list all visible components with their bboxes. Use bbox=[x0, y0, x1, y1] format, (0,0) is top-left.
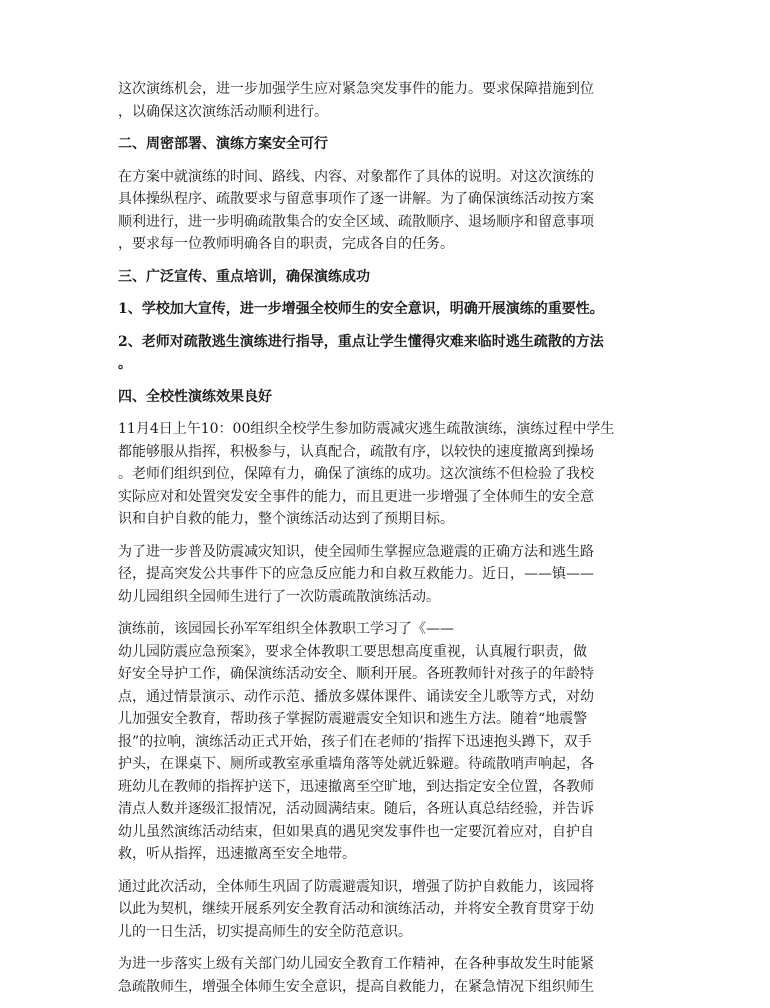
text-line: 2、老师对疏散逃生演练进行指导，重点让学生懂得灾难来临时逃生疏散的方法 bbox=[118, 333, 604, 350]
bold-paragraph bbox=[118, 331, 663, 376]
text-line: 儿的一日生活，切实提高师生的安全防范意识。 bbox=[118, 923, 412, 940]
text-line: 以此为契机，继续开展系列安全教育活动和演练活动，并将安全教育贯穿于幼 bbox=[118, 901, 594, 917]
text-line: 这次演练机会，进一步加强学生应对紧急突发事件的能力。要求保障措施到位 bbox=[118, 81, 594, 97]
text-line: 实际应对和处置突发安全事件的能力，而且更进一步增强了全体师生的安全意 bbox=[118, 488, 594, 505]
text-line: 1、学校加大宣传，进一步增强全校师生的安全意识，明确开展演练的重要性。 bbox=[118, 301, 604, 317]
text-line: 在方案中就演练的时间、路线、内容、对象都作了具体的说明。对这次演练的 bbox=[118, 168, 594, 185]
text-line: 顺利进行，进一步明确疏散集合的安全区域、疏散顺序、退场顺序和留意事项 bbox=[118, 213, 594, 230]
paragraph bbox=[118, 418, 663, 531]
text-line: 演练前，该园园长孙军军组织全体教职工学习了《—— bbox=[118, 621, 454, 637]
section-heading bbox=[118, 266, 663, 289]
paragraph bbox=[118, 618, 663, 866]
section-heading bbox=[118, 386, 663, 409]
text-line: 好安全导护工作，确保演练活动安全、顺利开展。各班教师针对孩子的年龄特 bbox=[118, 666, 594, 682]
text-line: 幼儿虽然演练活动结束，但如果真的遇见突发事件也一定要沉着应对，自护自 bbox=[118, 823, 594, 840]
text-line: 儿加强安全教育，帮助孩子掌握防震避震安全知识和逃生方法。随着“地震警 bbox=[118, 711, 588, 727]
text-line: 报”的拉响，演练活动正式开始，孩子们在老师的’指挥下迅速抱头蹲下，双手 bbox=[118, 733, 592, 750]
text-line: 。老师们组织到位，保障有力，确保了演练的成功。这次演练不但检验了我校 bbox=[118, 466, 594, 482]
paragraph bbox=[118, 953, 663, 998]
text-line: 救，听从指挥，迅速撤离至安全地带。 bbox=[118, 846, 356, 862]
text-line: 。 bbox=[118, 356, 132, 372]
text-line: 幼儿园组织全园师生进行了一次防震疏散演练活动。 bbox=[118, 588, 440, 605]
text-line: 为进一步落实上级有关部门幼儿园安全教育工作精神，在各种事故发生时能紧 bbox=[118, 956, 594, 972]
text-line: ，要求每一位教师明确各自的职责，完成各自的任务。 bbox=[118, 236, 454, 252]
document-page bbox=[118, 78, 663, 1008]
paragraph bbox=[118, 541, 663, 609]
text-line: 急疏散师生，增强全体师生安全意识，提高自救能力，在紧急情况下组织师生 bbox=[118, 978, 594, 995]
text-line: 二、周密部署、演练方案安全可行 bbox=[118, 136, 328, 152]
text-line: 具体操纵程序、疏散要求与留意事项作了逐一讲解。为了确保演练活动按方案 bbox=[118, 191, 594, 207]
text-line: 点，通过情景演示、动作示范、播放多媒体课件、诵读安全儿歌等方式，对幼 bbox=[118, 688, 594, 705]
text-line: 清点人数并逐级汇报情况，活动圆满结束。随后，各班认真总结经验，并告诉 bbox=[118, 801, 594, 817]
section-heading bbox=[118, 133, 663, 156]
paragraph bbox=[118, 78, 663, 123]
paragraph bbox=[118, 166, 663, 256]
text-line: 幼儿园防震应急预案》，要求全体教职工要思想高度重视，认真履行职责，做 bbox=[118, 643, 587, 660]
bold-paragraph bbox=[118, 298, 663, 321]
text-line: 四、全校性演练效果良好 bbox=[118, 388, 272, 405]
text-line: ，以确保这次演练活动顺利进行。 bbox=[118, 103, 328, 120]
text-line: 班幼儿在教师的指挥护送下，迅速撤离至空旷地，到达指定安全位置，各教师 bbox=[118, 778, 594, 795]
text-line: 三、广泛宣传、重点培训，确保演练成功 bbox=[118, 268, 370, 285]
text-line: 识和自护自救的能力，整个演练活动达到了预期目标。 bbox=[118, 511, 454, 527]
text-line: 通过此次活动，全体师生巩固了防震避震知识，增强了防护自救能力，该园将 bbox=[118, 878, 594, 895]
text-line: 都能够服从指挥，积极参与，认真配合，疏散有序，以较快的速度撤离到操场 bbox=[118, 443, 594, 460]
text-line: 11月4日上午10：00组织全校学生参加防震减灾逃生疏散演练，演练过程中学生 bbox=[118, 421, 615, 437]
text-line: 为了进一步普及防震减灾知识，使全园师生掌握应急避震的正确方法和逃生路 bbox=[118, 543, 594, 560]
paragraph bbox=[118, 876, 663, 944]
text-line: 护头，在课桌下、厕所或教室承重墙角落等处就近躲避。待疏散哨声响起，各 bbox=[118, 756, 594, 772]
text-line: 径，提高突发公共事件下的应急反应能力和自救互救能力。近日，——镇—— bbox=[118, 566, 594, 582]
